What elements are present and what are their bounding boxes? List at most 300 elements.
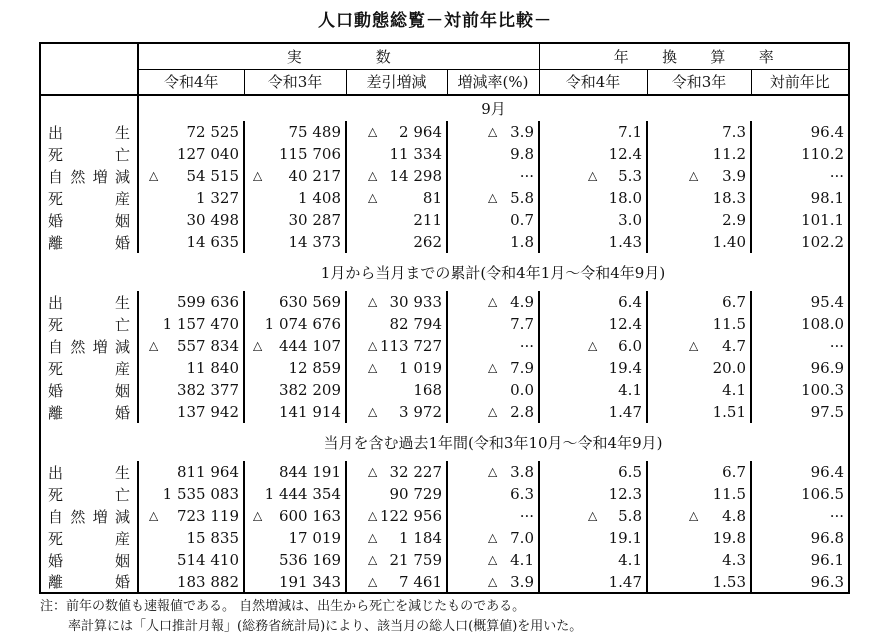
value-text: 12.4 [608, 145, 642, 163]
value-text: 98.1 [810, 189, 845, 207]
value-text: 21 759 [389, 551, 442, 569]
section-label-spacer [40, 253, 138, 291]
table-row [40, 505, 849, 527]
value-cell [751, 231, 849, 253]
value-cell [751, 165, 849, 187]
value-text: 6.7 [722, 293, 746, 311]
value-text: 12.4 [608, 315, 642, 333]
row-label: 死産 [40, 527, 138, 549]
value-text: 122 956 [379, 507, 442, 525]
row-label: 自然増減 [40, 505, 138, 527]
value-cell [346, 165, 447, 187]
triangle-negative-icon: △ [368, 294, 378, 309]
table-row [40, 313, 849, 335]
value-text: 3.8 [510, 463, 534, 481]
row-label: 死亡 [40, 313, 138, 335]
row-label: 死産 [40, 357, 138, 379]
triangle-negative-icon: △ [488, 294, 498, 309]
row-label: 離婚 [40, 401, 138, 423]
value-cell [244, 313, 346, 335]
value-cell [751, 291, 849, 313]
value-cell [138, 121, 244, 143]
value-cell [346, 461, 447, 483]
value-text: 11 840 [186, 359, 239, 377]
value-text: 1.40 [712, 233, 746, 251]
value-cell [346, 357, 447, 379]
value-cell [447, 121, 539, 143]
value-text: 1.47 [608, 403, 642, 421]
value-text: 444 107 [278, 337, 341, 355]
value-text: 19.8 [712, 529, 746, 547]
value-text: ··· [519, 507, 534, 525]
value-cell [447, 335, 539, 357]
value-text: 7 461 [399, 572, 442, 591]
section-label-spacer [40, 423, 138, 461]
value-text: 54 515 [186, 167, 239, 185]
value-cell [244, 335, 346, 357]
value-cell [539, 121, 647, 143]
row-label: 婚姻 [40, 549, 138, 571]
value-cell [447, 143, 539, 165]
value-text: 723 119 [176, 507, 239, 525]
value-text: 0.7 [510, 211, 534, 229]
value-text: 95.4 [810, 293, 845, 311]
triangle-negative-icon: △ [488, 404, 498, 419]
value-text: ··· [829, 167, 845, 185]
column-header-2: 令和3年 [244, 69, 346, 95]
value-cell [447, 505, 539, 527]
value-cell [138, 379, 244, 401]
value-cell [138, 571, 244, 593]
value-text: 6.7 [722, 463, 746, 481]
value-text: 96.9 [810, 359, 845, 377]
triangle-negative-icon: △ [149, 338, 159, 353]
triangle-negative-icon: △ [588, 508, 598, 523]
value-text: 5.8 [510, 189, 534, 207]
value-text: 113 727 [379, 337, 442, 355]
value-text: 630 569 [278, 293, 341, 311]
table-row [40, 209, 849, 231]
value-cell [244, 483, 346, 505]
triangle-negative-icon: △ [488, 552, 498, 567]
value-text: 3.9 [510, 572, 534, 591]
value-cell [751, 313, 849, 335]
value-cell [539, 571, 647, 593]
value-text: 11.5 [712, 315, 746, 333]
section-title-1: 9月 [481, 100, 506, 118]
value-cell [244, 461, 346, 483]
triangle-negative-icon: △ [149, 508, 159, 523]
value-text: 14 635 [186, 233, 239, 251]
value-text: 100.3 [801, 381, 845, 399]
value-cell [647, 209, 751, 231]
triangle-negative-icon: △ [368, 552, 378, 567]
value-text: 19.4 [608, 359, 642, 377]
value-text: 6.0 [618, 337, 642, 355]
row-label: 死亡 [40, 483, 138, 505]
value-cell [244, 379, 346, 401]
value-cell [447, 401, 539, 423]
value-cell [244, 527, 346, 549]
value-text: 82 794 [389, 315, 442, 333]
value-cell [244, 231, 346, 253]
value-cell [138, 483, 244, 505]
value-cell [751, 209, 849, 231]
row-label: 出生 [40, 121, 138, 143]
value-text: 7.7 [510, 315, 534, 333]
value-cell [751, 187, 849, 209]
value-text: 15 835 [186, 529, 239, 547]
value-text: 168 [413, 381, 442, 399]
triangle-negative-icon: △ [368, 530, 378, 545]
value-text: 1 074 676 [264, 315, 341, 333]
value-cell [138, 549, 244, 571]
value-cell [138, 461, 244, 483]
value-text: 115 706 [278, 145, 341, 163]
value-text: 14 298 [389, 167, 442, 185]
value-cell [244, 187, 346, 209]
footnote-line-2: 率計算には「人口推計月報」(総務省統計局)により、該当月の総人口(概算値)を用いた。 [68, 619, 583, 634]
table-row [40, 401, 849, 423]
value-cell [447, 549, 539, 571]
value-cell [244, 549, 346, 571]
value-text: 0.0 [510, 381, 534, 399]
table-row [40, 121, 849, 143]
value-text: 557 834 [176, 337, 239, 355]
value-cell [346, 143, 447, 165]
triangle-negative-icon: △ [689, 168, 699, 183]
value-text: 97.5 [810, 403, 845, 421]
value-text: 96.4 [810, 123, 845, 141]
value-cell [447, 165, 539, 187]
triangle-negative-icon: △ [488, 360, 498, 375]
table-row [40, 571, 849, 593]
value-text: 7.1 [618, 123, 642, 141]
value-cell [647, 483, 751, 505]
value-cell [647, 357, 751, 379]
row-label: 婚姻 [40, 209, 138, 231]
value-text: 1 019 [399, 359, 442, 377]
triangle-negative-icon: △ [488, 573, 498, 588]
value-text: 183 882 [176, 572, 239, 591]
value-cell [539, 379, 647, 401]
value-cell [346, 571, 447, 593]
value-cell [346, 187, 447, 209]
value-cell [751, 401, 849, 423]
table-row [40, 187, 849, 209]
value-text: 262 [413, 233, 442, 251]
value-cell [539, 209, 647, 231]
value-cell [751, 549, 849, 571]
value-text: 18.0 [608, 189, 642, 207]
value-text: 9.8 [510, 145, 534, 163]
value-cell [244, 505, 346, 527]
value-cell [138, 291, 244, 313]
value-cell [244, 357, 346, 379]
value-text: 600 163 [278, 507, 341, 525]
table-row [40, 335, 849, 357]
value-cell [138, 313, 244, 335]
row-label: 出生 [40, 291, 138, 313]
value-cell [539, 231, 647, 253]
value-cell [244, 121, 346, 143]
column-header-5: 令和4年 [539, 69, 647, 95]
value-text: ··· [829, 337, 845, 355]
value-cell [138, 209, 244, 231]
value-text: 19.1 [608, 529, 642, 547]
value-cell [539, 291, 647, 313]
value-text: 599 636 [176, 293, 239, 311]
value-cell [138, 165, 244, 187]
value-text: 6.5 [618, 463, 642, 481]
triangle-negative-icon: △ [368, 404, 378, 419]
value-cell [138, 505, 244, 527]
triangle-negative-icon: △ [253, 168, 263, 183]
group-header-actual: 実数 [138, 43, 539, 69]
value-text: 1 327 [196, 189, 239, 207]
value-text: 96.4 [810, 463, 845, 481]
value-text: 191 343 [278, 572, 341, 591]
value-text: 4.8 [722, 507, 746, 525]
triangle-negative-icon: △ [588, 338, 598, 353]
value-text: 90 729 [389, 485, 442, 503]
value-text: 110.2 [801, 145, 845, 163]
footnote-line-1: 注：前年の数値も速報値である。 自然増減は、出生から死亡を減じたものである。 [40, 599, 526, 614]
value-cell [539, 527, 647, 549]
table-row [40, 143, 849, 165]
column-header-3: 差引増減 [346, 69, 447, 95]
triangle-negative-icon: △ [368, 508, 378, 523]
value-text: ··· [829, 507, 845, 525]
value-text: 108.0 [801, 315, 845, 333]
value-text: 102.2 [801, 233, 845, 251]
value-cell [346, 121, 447, 143]
table-row [40, 527, 849, 549]
value-text: 3.0 [618, 211, 642, 229]
value-text: 1 408 [298, 189, 341, 207]
section-title-2: 1月から当月までの累計(令和4年1月～令和4年9月) [320, 263, 666, 282]
value-cell [539, 483, 647, 505]
value-cell [751, 483, 849, 505]
value-text: 12 859 [288, 359, 341, 377]
value-text: 6.3 [510, 485, 534, 503]
column-header-1: 令和4年 [138, 69, 244, 95]
value-cell [647, 571, 751, 593]
value-cell [447, 379, 539, 401]
value-cell [751, 357, 849, 379]
value-cell [751, 505, 849, 527]
value-text: 5.3 [618, 167, 642, 185]
value-cell [647, 121, 751, 143]
value-text: 5.8 [618, 507, 642, 525]
triangle-negative-icon: △ [368, 124, 378, 139]
value-cell [647, 165, 751, 187]
row-label: 死産 [40, 187, 138, 209]
value-cell [447, 209, 539, 231]
table-row [40, 231, 849, 253]
value-cell [447, 483, 539, 505]
value-cell [346, 379, 447, 401]
value-text: 14 373 [288, 233, 341, 251]
value-text: 536 169 [278, 551, 341, 569]
value-cell [138, 187, 244, 209]
value-text: 11.2 [712, 145, 746, 163]
value-cell [647, 505, 751, 527]
value-cell [647, 549, 751, 571]
value-text: 4.9 [510, 293, 534, 311]
triangle-negative-icon: △ [488, 190, 498, 205]
value-text: 4.7 [722, 337, 746, 355]
value-text: 11 334 [389, 145, 442, 163]
value-text: 32 227 [389, 463, 442, 481]
value-cell [539, 143, 647, 165]
value-text: 30 498 [186, 211, 239, 229]
value-text: 1.8 [510, 233, 534, 251]
value-text: 211 [413, 211, 442, 229]
value-cell [346, 483, 447, 505]
triangle-negative-icon: △ [149, 168, 159, 183]
page-title: 人口動態総覧－対前年比較－ [318, 11, 552, 31]
value-cell [647, 143, 751, 165]
value-cell [539, 313, 647, 335]
value-cell [751, 461, 849, 483]
row-label: 自然増減 [40, 335, 138, 357]
value-text: 75 489 [288, 123, 341, 141]
value-cell [751, 571, 849, 593]
value-cell [346, 335, 447, 357]
value-cell [751, 335, 849, 357]
value-text: 3.9 [722, 167, 746, 185]
value-text: 72 525 [186, 123, 239, 141]
row-label: 出生 [40, 461, 138, 483]
value-cell [539, 187, 647, 209]
value-cell [539, 461, 647, 483]
triangle-negative-icon: △ [368, 168, 378, 183]
table-head [40, 43, 849, 95]
value-text: 1.43 [608, 233, 642, 251]
triangle-negative-icon: △ [368, 573, 378, 588]
column-header-7: 対前年比 [751, 69, 849, 95]
value-text: 141 914 [278, 403, 341, 421]
table-row [40, 461, 849, 483]
value-text: 1 157 470 [162, 315, 239, 333]
value-cell [346, 231, 447, 253]
value-cell [539, 165, 647, 187]
value-text: 1.51 [712, 403, 746, 421]
value-text: 17 019 [288, 529, 341, 547]
triangle-negative-icon: △ [488, 464, 498, 479]
vital-statistics-table-wrap [39, 42, 850, 594]
value-cell [244, 209, 346, 231]
value-cell [447, 357, 539, 379]
value-text: 101.1 [801, 211, 845, 229]
triangle-negative-icon: △ [253, 338, 263, 353]
value-cell [647, 335, 751, 357]
value-text: 2.9 [722, 211, 746, 229]
value-text: 81 [422, 189, 442, 207]
value-text: 137 942 [176, 403, 239, 421]
value-text: 7.9 [510, 359, 534, 377]
value-text: 3 972 [399, 403, 442, 421]
triangle-negative-icon: △ [368, 338, 378, 353]
value-cell [447, 313, 539, 335]
value-cell [138, 357, 244, 379]
triangle-negative-icon: △ [368, 464, 378, 479]
value-text: 127 040 [176, 145, 239, 163]
triangle-negative-icon: △ [588, 168, 598, 183]
value-text: 4.3 [722, 551, 746, 569]
value-cell [751, 527, 849, 549]
value-cell [138, 231, 244, 253]
value-text: 18.3 [712, 189, 746, 207]
value-text: 811 964 [176, 463, 239, 481]
column-header-row [40, 69, 849, 95]
value-cell [346, 505, 447, 527]
value-text: 2.8 [510, 403, 534, 421]
value-cell [138, 335, 244, 357]
triangle-negative-icon: △ [253, 508, 263, 523]
value-text: ··· [519, 167, 534, 185]
value-cell [539, 505, 647, 527]
value-cell [346, 401, 447, 423]
value-text: 514 410 [176, 551, 239, 569]
value-cell [539, 357, 647, 379]
value-text: 7.0 [510, 529, 534, 547]
value-cell [539, 549, 647, 571]
value-text: 1 444 354 [264, 485, 341, 503]
value-cell [138, 143, 244, 165]
column-header-6: 令和3年 [647, 69, 751, 95]
row-label: 死亡 [40, 143, 138, 165]
value-cell [447, 291, 539, 313]
value-cell [346, 209, 447, 231]
value-cell [244, 165, 346, 187]
value-cell [647, 461, 751, 483]
section-title-3: 当月を含む過去1年間(令和3年10月～令和4年9月) [323, 433, 663, 452]
value-text: 30 933 [389, 293, 442, 311]
value-cell [539, 335, 647, 357]
footnotes [40, 597, 582, 637]
value-text: 4.1 [618, 381, 642, 399]
value-cell [751, 121, 849, 143]
value-text: 1 184 [399, 529, 442, 547]
table-row [40, 165, 849, 187]
value-cell [244, 291, 346, 313]
value-text: 40 217 [288, 167, 341, 185]
value-text: 382 209 [278, 381, 341, 399]
value-cell [751, 143, 849, 165]
value-cell [346, 291, 447, 313]
row-label: 離婚 [40, 231, 138, 253]
value-text: 4.1 [722, 381, 746, 399]
triangle-negative-icon: △ [689, 338, 699, 353]
corner-cell [40, 43, 138, 95]
value-cell [447, 571, 539, 593]
value-cell [647, 187, 751, 209]
value-text: 106.5 [801, 485, 845, 503]
value-cell [539, 401, 647, 423]
value-cell [346, 313, 447, 335]
triangle-negative-icon: △ [368, 360, 378, 375]
value-cell [647, 231, 751, 253]
row-label: 婚姻 [40, 379, 138, 401]
value-cell [647, 291, 751, 313]
value-cell [138, 401, 244, 423]
value-text: 96.8 [810, 529, 845, 547]
value-text: 3.9 [510, 123, 534, 141]
value-cell [346, 527, 447, 549]
value-text: 2 964 [399, 123, 442, 141]
